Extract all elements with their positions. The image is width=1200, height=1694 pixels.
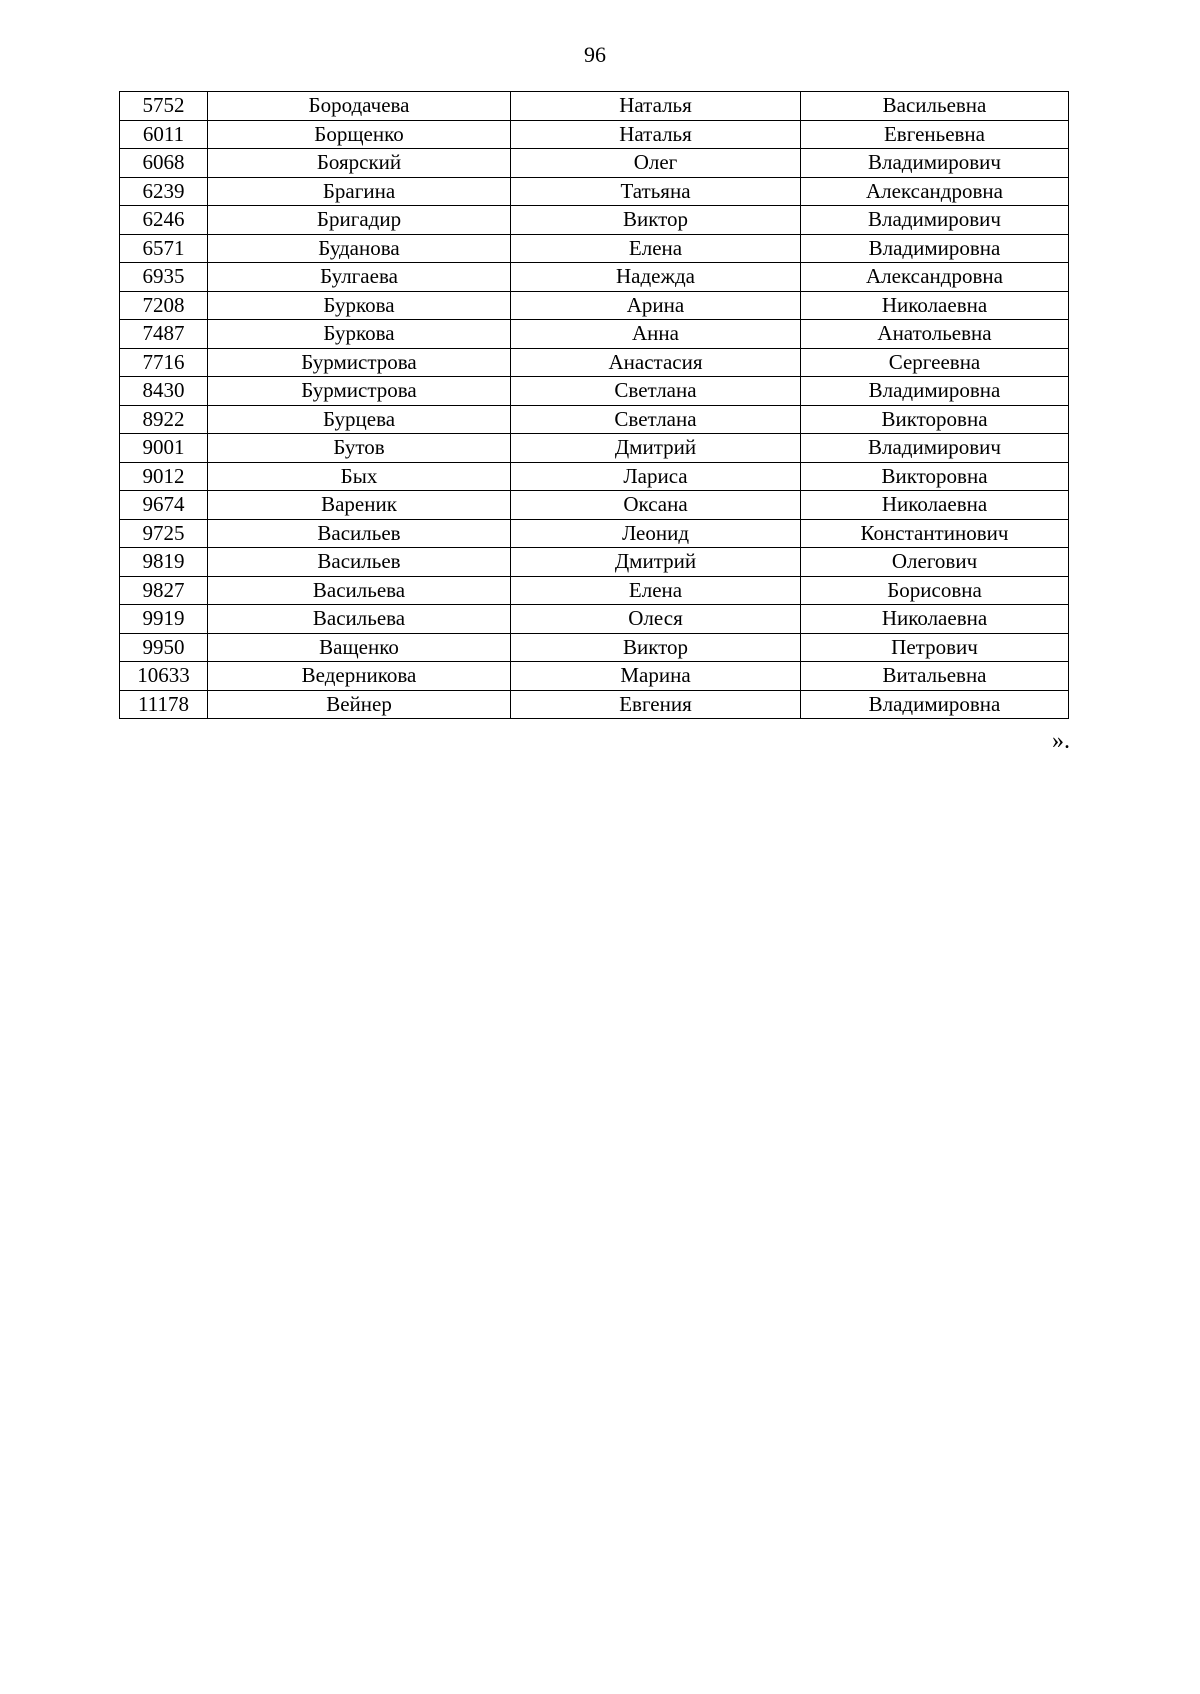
patronymic-cell: Борисовна — [801, 576, 1069, 605]
patronymic-cell: Викторовна — [801, 462, 1069, 491]
first-name-cell: Наталья — [511, 120, 801, 149]
table-row — [120, 605, 1069, 634]
record-number-cell: 6246 — [120, 206, 208, 235]
table-row — [120, 377, 1069, 406]
last-name-cell: Борщенко — [208, 120, 511, 149]
last-name-cell: Бородачева — [208, 92, 511, 121]
table-row — [120, 662, 1069, 691]
record-number-cell: 9012 — [120, 462, 208, 491]
patronymic-cell: Сергеевна — [801, 348, 1069, 377]
patronymic-cell: Витальевна — [801, 662, 1069, 691]
record-number-cell: 6935 — [120, 263, 208, 292]
patronymic-cell: Владимировна — [801, 234, 1069, 263]
record-number-cell: 5752 — [120, 92, 208, 121]
patronymic-cell: Николаевна — [801, 605, 1069, 634]
record-number-cell: 6239 — [120, 177, 208, 206]
record-number-cell: 9725 — [120, 519, 208, 548]
first-name-cell: Светлана — [511, 377, 801, 406]
record-number-cell: 6571 — [120, 234, 208, 263]
table-row — [120, 149, 1069, 178]
last-name-cell: Бутов — [208, 434, 511, 463]
table-row — [120, 120, 1069, 149]
patronymic-cell: Николаевна — [801, 491, 1069, 520]
last-name-cell: Вареник — [208, 491, 511, 520]
roster-table-body — [120, 92, 1069, 719]
patronymic-cell: Владимирович — [801, 149, 1069, 178]
first-name-cell: Анастасия — [511, 348, 801, 377]
table-row — [120, 519, 1069, 548]
first-name-cell: Олеся — [511, 605, 801, 634]
record-number-cell: 11178 — [120, 690, 208, 719]
last-name-cell: Бурцева — [208, 405, 511, 434]
table-row — [120, 690, 1069, 719]
last-name-cell: Буркова — [208, 320, 511, 349]
first-name-cell: Анна — [511, 320, 801, 349]
last-name-cell: Бригадир — [208, 206, 511, 235]
table-row — [120, 92, 1069, 121]
first-name-cell: Леонид — [511, 519, 801, 548]
patronymic-cell: Евгеньевна — [801, 120, 1069, 149]
last-name-cell: Брагина — [208, 177, 511, 206]
record-number-cell: 6068 — [120, 149, 208, 178]
record-number-cell: 6011 — [120, 120, 208, 149]
first-name-cell: Светлана — [511, 405, 801, 434]
table-row — [120, 434, 1069, 463]
first-name-cell: Дмитрий — [511, 434, 801, 463]
last-name-cell: Бурмистрова — [208, 348, 511, 377]
record-number-cell: 9001 — [120, 434, 208, 463]
table-row — [120, 548, 1069, 577]
table-row — [120, 633, 1069, 662]
patronymic-cell: Владимировна — [801, 690, 1069, 719]
patronymic-cell: Васильевна — [801, 92, 1069, 121]
page-number: 96 — [584, 42, 606, 67]
first-name-cell: Лариса — [511, 462, 801, 491]
patronymic-cell: Константинович — [801, 519, 1069, 548]
record-number-cell: 9919 — [120, 605, 208, 634]
table-row — [120, 462, 1069, 491]
last-name-cell: Булгаева — [208, 263, 511, 292]
record-number-cell: 8430 — [120, 377, 208, 406]
last-name-cell: Бурмистрова — [208, 377, 511, 406]
table-row — [120, 320, 1069, 349]
first-name-cell: Евгения — [511, 690, 801, 719]
patronymic-cell: Олегович — [801, 548, 1069, 577]
first-name-cell: Татьяна — [511, 177, 801, 206]
record-number-cell: 9819 — [120, 548, 208, 577]
patronymic-cell: Викторовна — [801, 405, 1069, 434]
record-number-cell: 9827 — [120, 576, 208, 605]
record-number-cell: 7487 — [120, 320, 208, 349]
record-number-cell: 7716 — [120, 348, 208, 377]
last-name-cell: Васильев — [208, 548, 511, 577]
first-name-cell: Олег — [511, 149, 801, 178]
first-name-cell: Оксана — [511, 491, 801, 520]
last-name-cell: Боярский — [208, 149, 511, 178]
table-row — [120, 177, 1069, 206]
first-name-cell: Арина — [511, 291, 801, 320]
patronymic-cell: Владимировна — [801, 377, 1069, 406]
record-number-cell: 9674 — [120, 491, 208, 520]
first-name-cell: Елена — [511, 576, 801, 605]
last-name-cell: Буданова — [208, 234, 511, 263]
table-row — [120, 348, 1069, 377]
last-name-cell: Ващенко — [208, 633, 511, 662]
first-name-cell: Надежда — [511, 263, 801, 292]
table-row — [120, 206, 1069, 235]
first-name-cell: Дмитрий — [511, 548, 801, 577]
record-number-cell: 7208 — [120, 291, 208, 320]
patronymic-cell: Анатольевна — [801, 320, 1069, 349]
first-name-cell: Елена — [511, 234, 801, 263]
table-row — [120, 405, 1069, 434]
patronymic-cell: Владимирович — [801, 434, 1069, 463]
first-name-cell: Виктор — [511, 633, 801, 662]
record-number-cell: 9950 — [120, 633, 208, 662]
last-name-cell: Васильев — [208, 519, 511, 548]
last-name-cell: Ведерникова — [208, 662, 511, 691]
roster-table — [119, 91, 1069, 719]
first-name-cell: Наталья — [511, 92, 801, 121]
table-row — [120, 576, 1069, 605]
patronymic-cell: Александровна — [801, 177, 1069, 206]
last-name-cell: Васильева — [208, 605, 511, 634]
table-row — [120, 234, 1069, 263]
last-name-cell: Васильева — [208, 576, 511, 605]
closing-quote-mark: ». — [1052, 728, 1070, 754]
record-number-cell: 10633 — [120, 662, 208, 691]
patronymic-cell: Николаевна — [801, 291, 1069, 320]
table-row — [120, 291, 1069, 320]
record-number-cell: 8922 — [120, 405, 208, 434]
first-name-cell: Виктор — [511, 206, 801, 235]
table-row — [120, 491, 1069, 520]
last-name-cell: Бых — [208, 462, 511, 491]
patronymic-cell: Александровна — [801, 263, 1069, 292]
last-name-cell: Вейнер — [208, 690, 511, 719]
table-row — [120, 263, 1069, 292]
last-name-cell: Буркова — [208, 291, 511, 320]
patronymic-cell: Петрович — [801, 633, 1069, 662]
patronymic-cell: Владимирович — [801, 206, 1069, 235]
first-name-cell: Марина — [511, 662, 801, 691]
